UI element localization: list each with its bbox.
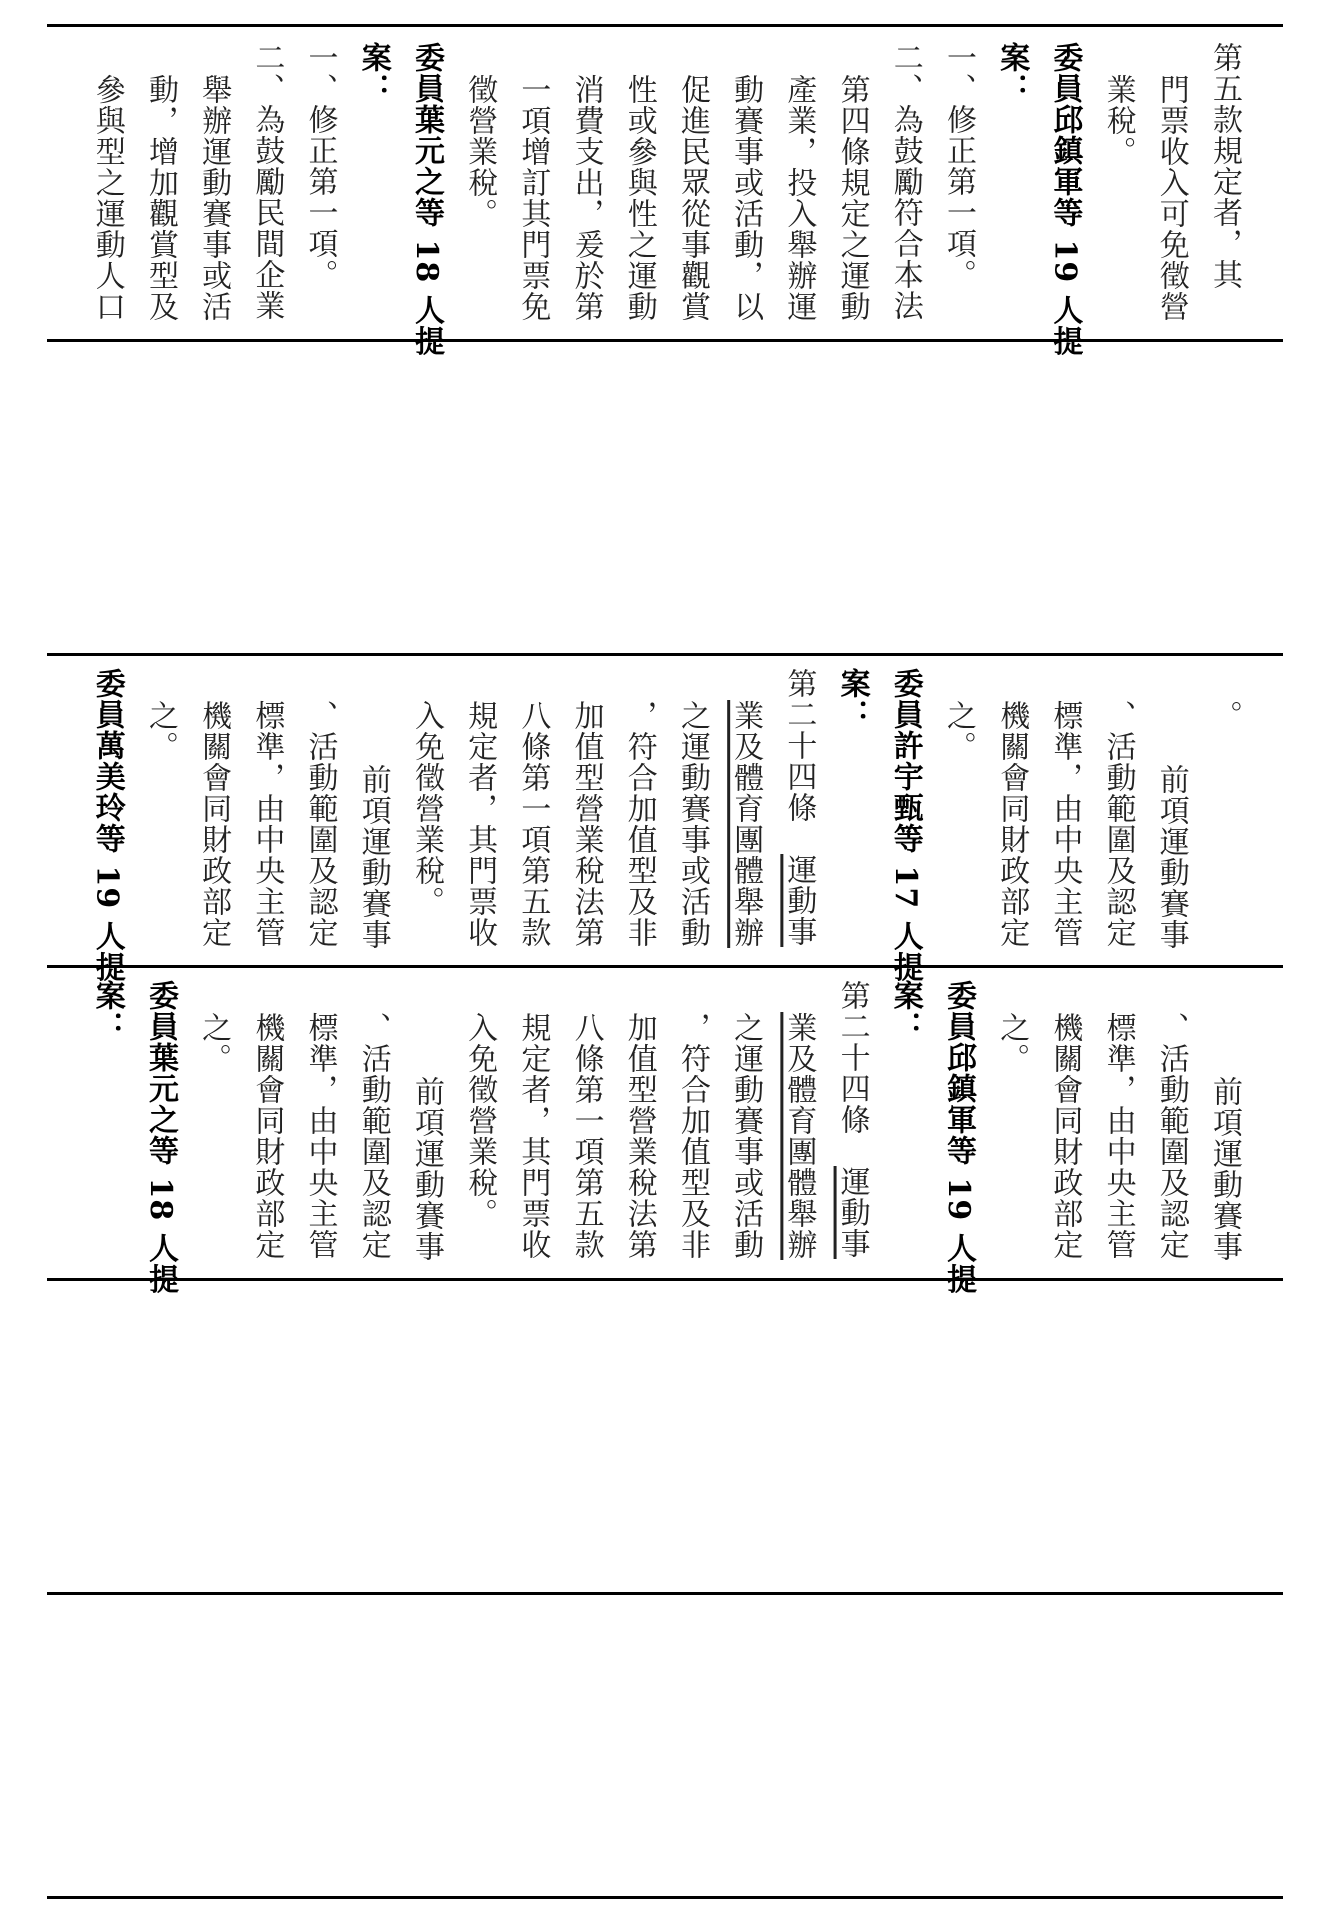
text-line-content: 案： bbox=[89, 980, 125, 1042]
text-line bbox=[825, 980, 878, 1295]
text-line bbox=[1198, 668, 1251, 983]
text-line-content: 加值型營業稅法第 bbox=[621, 1012, 657, 1260]
text-line bbox=[666, 980, 719, 1295]
text-line-content: 促進民眾從事觀賞 bbox=[674, 74, 710, 322]
text-line bbox=[879, 42, 932, 357]
text-line-content: 一、修正第一項。 bbox=[302, 42, 338, 290]
text-line-content: 、活動範圍及認定 bbox=[302, 700, 338, 948]
text-line-content: 委員邱鎮軍等 19 人提 bbox=[1047, 42, 1083, 357]
text-line-content: 業及體育團體舉辦 bbox=[781, 1012, 817, 1260]
text-line bbox=[240, 42, 293, 357]
text-line bbox=[879, 668, 932, 983]
text-line-tail: 運動事 bbox=[781, 854, 817, 947]
text-line bbox=[400, 980, 453, 1295]
text-line-content: 之。 bbox=[196, 1012, 232, 1074]
text-line bbox=[187, 42, 240, 357]
text-line bbox=[719, 668, 772, 983]
text-line-content: 入免徵營業稅。 bbox=[462, 1012, 498, 1229]
text-line-content: 委員葉元之等 18 人提 bbox=[408, 42, 444, 357]
text-line-content: 之運動賽事或活動 bbox=[674, 700, 710, 948]
text-line bbox=[559, 42, 612, 357]
text-line-content: 動賽事或活動，以 bbox=[728, 74, 764, 322]
text-line bbox=[772, 980, 825, 1295]
text-line-content: 門票收入可免徵營 bbox=[1153, 74, 1189, 322]
text-line-content: 八條第一項第五款 bbox=[515, 700, 551, 948]
text-line bbox=[932, 42, 985, 357]
text-segment-3 bbox=[51, 980, 1251, 1295]
text-line-content: 產業，投入舉辦運 bbox=[781, 74, 817, 322]
text-line-content: 之。 bbox=[994, 1012, 1030, 1074]
text-line-content: 案： bbox=[994, 42, 1030, 104]
text-line bbox=[347, 42, 400, 357]
text-line bbox=[81, 42, 134, 357]
text-line-content: 委員邱鎮軍等 19 人提 bbox=[940, 980, 976, 1295]
text-line bbox=[666, 668, 719, 983]
horizontal-rule bbox=[47, 24, 1283, 27]
text-line bbox=[134, 980, 187, 1295]
text-line bbox=[1145, 668, 1198, 983]
text-line bbox=[453, 980, 506, 1295]
text-line-content: 動，增加觀賞型及 bbox=[142, 74, 178, 322]
text-line bbox=[719, 980, 772, 1295]
text-line bbox=[506, 668, 559, 983]
text-line-content: 、活動範圍及認定 bbox=[1100, 700, 1136, 948]
text-line-content: 、活動範圍及認定 bbox=[355, 1012, 391, 1260]
horizontal-rule bbox=[47, 1896, 1283, 1899]
text-line bbox=[506, 980, 559, 1295]
text-line-content: 機關會同財政部定 bbox=[196, 700, 232, 948]
text-line bbox=[1038, 42, 1091, 357]
text-line bbox=[613, 668, 666, 983]
text-line bbox=[453, 668, 506, 983]
text-line-content: 。 bbox=[1207, 700, 1242, 731]
text-line bbox=[81, 980, 134, 1295]
text-line bbox=[985, 668, 1038, 983]
text-line-content: 前項運動賽事 bbox=[1153, 764, 1189, 950]
text-line bbox=[347, 980, 400, 1295]
text-line bbox=[1198, 980, 1251, 1295]
text-line-content: 前項運動賽事 bbox=[408, 1076, 444, 1262]
text-line bbox=[666, 42, 719, 357]
text-line-content: 機關會同財政部定 bbox=[1047, 1012, 1083, 1260]
text-line bbox=[932, 980, 985, 1295]
text-line-content: 第五款規定者，其 bbox=[1207, 42, 1242, 290]
text-line-content: ，符合加值型及非 bbox=[621, 700, 657, 948]
text-line-content: 第四條規定之運動 bbox=[834, 74, 870, 322]
text-line-content: 標準，由中央主管 bbox=[302, 1012, 338, 1260]
text-line-content: 第二十四條 bbox=[781, 668, 817, 854]
text-line-content: 一、修正第一項。 bbox=[940, 42, 976, 290]
text-line-content: 機關會同財政部定 bbox=[249, 1012, 285, 1260]
text-line-content: 業稅。 bbox=[1100, 74, 1136, 167]
text-line bbox=[293, 980, 346, 1295]
text-line-content: 參與型之運動人口 bbox=[89, 74, 125, 322]
text-line-content: 一項增訂其門票免 bbox=[515, 74, 551, 322]
text-line-content: 前項運動賽事 bbox=[1207, 1076, 1242, 1262]
text-line bbox=[293, 42, 346, 357]
text-line bbox=[293, 668, 346, 983]
text-segment-1 bbox=[51, 42, 1251, 357]
text-line-content: 案： bbox=[887, 980, 923, 1042]
text-line bbox=[187, 980, 240, 1295]
text-line bbox=[453, 42, 506, 357]
text-line-content: 舉辦運動賽事或活 bbox=[196, 74, 232, 322]
text-line bbox=[559, 668, 612, 983]
text-line bbox=[400, 42, 453, 357]
horizontal-rule bbox=[47, 1592, 1283, 1595]
text-line bbox=[559, 980, 612, 1295]
text-line bbox=[1145, 42, 1198, 357]
text-line bbox=[985, 42, 1038, 357]
text-line-content: 標準，由中央主管 bbox=[1047, 700, 1083, 948]
text-line bbox=[240, 980, 293, 1295]
text-line-content: 機關會同財政部定 bbox=[994, 700, 1030, 948]
text-line bbox=[985, 980, 1038, 1295]
text-line bbox=[240, 668, 293, 983]
text-line bbox=[932, 668, 985, 983]
text-line-content: 業及體育團體舉辦 bbox=[728, 700, 764, 948]
text-line bbox=[613, 980, 666, 1295]
text-line bbox=[719, 42, 772, 357]
text-line bbox=[879, 980, 932, 1295]
text-line-content: 八條第一項第五款 bbox=[568, 1012, 604, 1260]
text-line-content: 之。 bbox=[940, 700, 976, 762]
text-line bbox=[772, 668, 825, 983]
text-line-content: 性或參與性之運動 bbox=[621, 74, 657, 322]
text-line bbox=[81, 668, 134, 983]
text-line-content: 案： bbox=[834, 668, 870, 730]
text-line bbox=[506, 42, 559, 357]
text-line bbox=[1145, 980, 1198, 1295]
text-line-tail: 運動事 bbox=[834, 1166, 870, 1259]
text-line-content: 二、為鼓勵符合本法 bbox=[887, 42, 923, 321]
text-line-content: 委員萬美玲等 19 人提 bbox=[89, 668, 125, 983]
text-segment-2 bbox=[51, 668, 1251, 983]
text-line bbox=[825, 668, 878, 983]
text-line-content: 規定者，其門票收 bbox=[462, 700, 498, 948]
text-line-content: 委員許宇甄等 17 人提 bbox=[887, 668, 923, 983]
text-line bbox=[134, 42, 187, 357]
text-line bbox=[1198, 42, 1251, 357]
text-line bbox=[400, 668, 453, 983]
text-line bbox=[1038, 668, 1091, 983]
text-line-content: 、活動範圍及認定 bbox=[1153, 1012, 1189, 1260]
text-line bbox=[825, 42, 878, 357]
text-line-content: 加值型營業稅法第 bbox=[568, 700, 604, 948]
text-line bbox=[134, 668, 187, 983]
text-line bbox=[1038, 980, 1091, 1295]
text-line bbox=[613, 42, 666, 357]
text-line-content: 二、為鼓勵民間企業 bbox=[249, 42, 285, 321]
text-line-content: 前項運動賽事 bbox=[355, 764, 391, 950]
text-line-content: 消費支出，爰於第 bbox=[568, 74, 604, 322]
text-line bbox=[187, 668, 240, 983]
text-line-content: 規定者，其門票收 bbox=[515, 1012, 551, 1260]
text-line-content: 之。 bbox=[142, 700, 178, 762]
text-line-content: 徵營業稅。 bbox=[462, 74, 498, 229]
text-line-content: 標準，由中央主管 bbox=[249, 700, 285, 948]
text-line-content: 第二十四條 bbox=[834, 980, 870, 1166]
text-line-content: ，符合加值型及非 bbox=[674, 1012, 710, 1260]
text-line-content: 之運動賽事或活動 bbox=[728, 1012, 764, 1260]
text-line-content: 案： bbox=[355, 42, 391, 104]
text-line-content: 委員葉元之等 18 人提 bbox=[142, 980, 178, 1295]
text-line bbox=[1091, 980, 1144, 1295]
text-line bbox=[1091, 668, 1144, 983]
text-line-content: 入免徵營業稅。 bbox=[408, 700, 444, 917]
text-line bbox=[347, 668, 400, 983]
horizontal-rule bbox=[47, 653, 1283, 656]
text-line bbox=[772, 42, 825, 357]
text-line bbox=[1091, 42, 1144, 357]
text-line-content: 標準，由中央主管 bbox=[1100, 1012, 1136, 1260]
